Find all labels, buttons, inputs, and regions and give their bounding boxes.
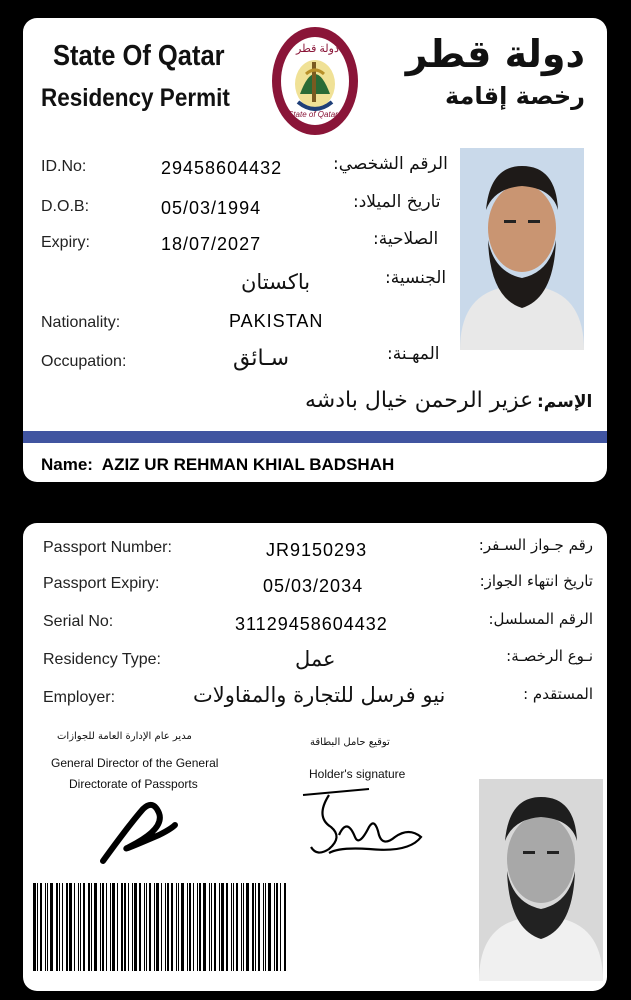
- barcode-bar: [50, 883, 53, 971]
- director-title-en-1: General Director of the General: [51, 756, 219, 770]
- barcode-bar: [203, 883, 206, 971]
- occupation-value-ar: سـائق: [233, 346, 290, 371]
- barcode-bar: [176, 883, 177, 971]
- barcode-bar: [199, 883, 201, 971]
- barcode-bar: [74, 883, 75, 971]
- passport-number-label: Passport Number:: [43, 539, 172, 556]
- title-ar-permit: رخصة إقامة: [444, 82, 585, 110]
- barcode-bar: [241, 883, 242, 971]
- barcode-bar: [233, 883, 234, 971]
- barcode-bar: [124, 883, 126, 971]
- barcode-bar: [94, 883, 97, 971]
- barcode-bar: [106, 883, 107, 971]
- nationality-label: Nationality:: [41, 314, 121, 331]
- barcode-bar: [80, 883, 81, 971]
- barcode-bar: [144, 883, 145, 971]
- id-label-ar: الرقم الشخصي:: [333, 154, 448, 174]
- passport-number-label-ar: رقم جـواز السـفر:: [478, 536, 593, 554]
- residency-card-back: [23, 523, 607, 991]
- barcode-bar: [66, 883, 68, 971]
- barcode-bar: [211, 883, 212, 971]
- barcode-bar: [146, 883, 147, 971]
- title-en-state: State Of Qatar: [53, 40, 225, 72]
- holder-signature: [299, 787, 429, 872]
- barcode-bar: [189, 883, 191, 971]
- passport-number-value: JR9150293: [266, 540, 368, 560]
- barcode-bar: [280, 883, 281, 971]
- barcode-bar: [59, 883, 60, 971]
- expiry-value: 18/07/2027: [161, 234, 262, 254]
- barcode-bar: [110, 883, 111, 971]
- barcode-bar: [197, 883, 198, 971]
- title-en-permit: Residency Permit: [41, 84, 230, 112]
- barcode-bar: [45, 883, 46, 971]
- id-label: ID.No:: [41, 158, 87, 175]
- barcode-bar: [33, 883, 36, 971]
- residency-type-label: Residency Type:: [43, 651, 161, 668]
- barcode: [33, 883, 355, 971]
- serial-no-label: Serial No:: [43, 613, 114, 630]
- barcode-bar: [156, 883, 159, 971]
- expiry-label-ar: الصلاحية:: [373, 229, 439, 249]
- passport-expiry-label-ar: تاريخ انتهاء الجواز:: [479, 572, 593, 590]
- barcode-bar: [121, 883, 123, 971]
- barcode-bar: [117, 883, 118, 971]
- occupation-label: Occupation:: [41, 353, 127, 370]
- nationality-label-ar: الجنسية:: [385, 268, 447, 288]
- nationality-value: PAKISTAN: [229, 311, 324, 331]
- name-label-ar: الإسم:: [537, 392, 593, 412]
- barcode-bar: [91, 883, 92, 971]
- director-title-en-2: Directorate of Passports: [69, 777, 198, 791]
- barcode-bar: [265, 883, 266, 971]
- barcode-bar: [171, 883, 173, 971]
- barcode-bar: [56, 883, 58, 971]
- barcode-bar: [178, 883, 179, 971]
- serial-no-value: 31129458604432: [235, 614, 388, 634]
- dob-label: D.O.B:: [41, 198, 90, 215]
- barcode-bar: [243, 883, 244, 971]
- barcode-bar: [231, 883, 232, 971]
- barcode-bar: [219, 883, 220, 971]
- name-label: Name:: [41, 455, 93, 474]
- qatar-seal-emblem: [270, 24, 360, 138]
- barcode-bar: [181, 883, 184, 971]
- barcode-bar: [236, 883, 238, 971]
- barcode-bar: [165, 883, 166, 971]
- passport-expiry-label: Passport Expiry:: [43, 575, 160, 592]
- barcode-bar: [149, 883, 151, 971]
- name-value: AZIZ UR REHMAN KHIAL BADSHAH: [101, 455, 395, 474]
- barcode-bar: [100, 883, 101, 971]
- barcode-bar: [167, 883, 169, 971]
- barcode-bar: [246, 883, 249, 971]
- holder-signature-label-en: Holder's signature: [309, 767, 406, 781]
- barcode-bar: [268, 883, 271, 971]
- residency-type-label-ar: نـوع الرخصـة:: [506, 647, 593, 665]
- name-value-ar: عزير الرحمن خيال بادشه: [305, 388, 534, 413]
- barcode-bar: [255, 883, 256, 971]
- title-ar-state: دولة قطر: [405, 32, 585, 76]
- barcode-bar: [47, 883, 48, 971]
- barcode-bar: [284, 883, 286, 971]
- nationality-value-ar: باكستان: [241, 270, 311, 294]
- director-signature: [99, 795, 179, 872]
- seal-arabic-text: دولة قطر: [296, 43, 339, 55]
- barcode-bar: [161, 883, 162, 971]
- name-line: [41, 455, 394, 475]
- barcode-bar: [187, 883, 188, 971]
- barcode-bar: [276, 883, 278, 971]
- barcode-bar: [88, 883, 90, 971]
- occupation-label-ar: المهـنة:: [387, 344, 440, 364]
- barcode-bar: [102, 883, 104, 971]
- residency-card-front: [23, 18, 607, 482]
- residency-type-value-ar: عمل: [295, 647, 336, 671]
- serial-no-label-ar: الرقم المسلسل:: [488, 610, 593, 628]
- barcode-bar: [78, 883, 79, 971]
- barcode-bar: [154, 883, 155, 971]
- barcode-bar: [252, 883, 254, 971]
- barcode-bar: [112, 883, 115, 971]
- barcode-bar: [128, 883, 129, 971]
- seal-english-text: State of Qatar: [288, 110, 338, 119]
- director-title-ar: مدير عام الإدارة العامة للجوازات: [57, 731, 192, 742]
- barcode-bar: [226, 883, 228, 971]
- barcode-bar: [193, 883, 194, 971]
- barcode-bar: [62, 883, 63, 971]
- barcode-bar: [139, 883, 141, 971]
- expiry-label: Expiry:: [41, 234, 90, 251]
- holder-signature-label-ar: توقيع حامل البطاقة: [310, 737, 390, 748]
- barcode-bar: [209, 883, 210, 971]
- barcode-bar: [274, 883, 275, 971]
- employer-label-ar: المستقدم :: [523, 685, 593, 703]
- barcode-bar: [214, 883, 216, 971]
- blue-divider: [23, 431, 607, 443]
- barcode-bar: [258, 883, 260, 971]
- barcode-bar: [37, 883, 38, 971]
- holder-photo-back: [479, 779, 603, 981]
- barcode-bar: [134, 883, 137, 971]
- barcode-bar: [132, 883, 133, 971]
- holder-photo-front: [460, 148, 584, 350]
- employer-value-ar: نيو فرسل للتجارة والمقاولات: [193, 683, 446, 707]
- barcode-bar: [221, 883, 224, 971]
- employer-label: Employer:: [43, 689, 116, 706]
- barcode-bar: [83, 883, 85, 971]
- dob-label-ar: تاريخ الميلاد:: [353, 192, 441, 212]
- barcode-bar: [40, 883, 42, 971]
- id-value: 29458604432: [161, 158, 283, 178]
- barcode-bar: [263, 883, 264, 971]
- passport-expiry-value: 05/03/2034: [263, 576, 364, 596]
- dob-value: 05/03/1994: [161, 198, 262, 218]
- barcode-bar: [69, 883, 72, 971]
